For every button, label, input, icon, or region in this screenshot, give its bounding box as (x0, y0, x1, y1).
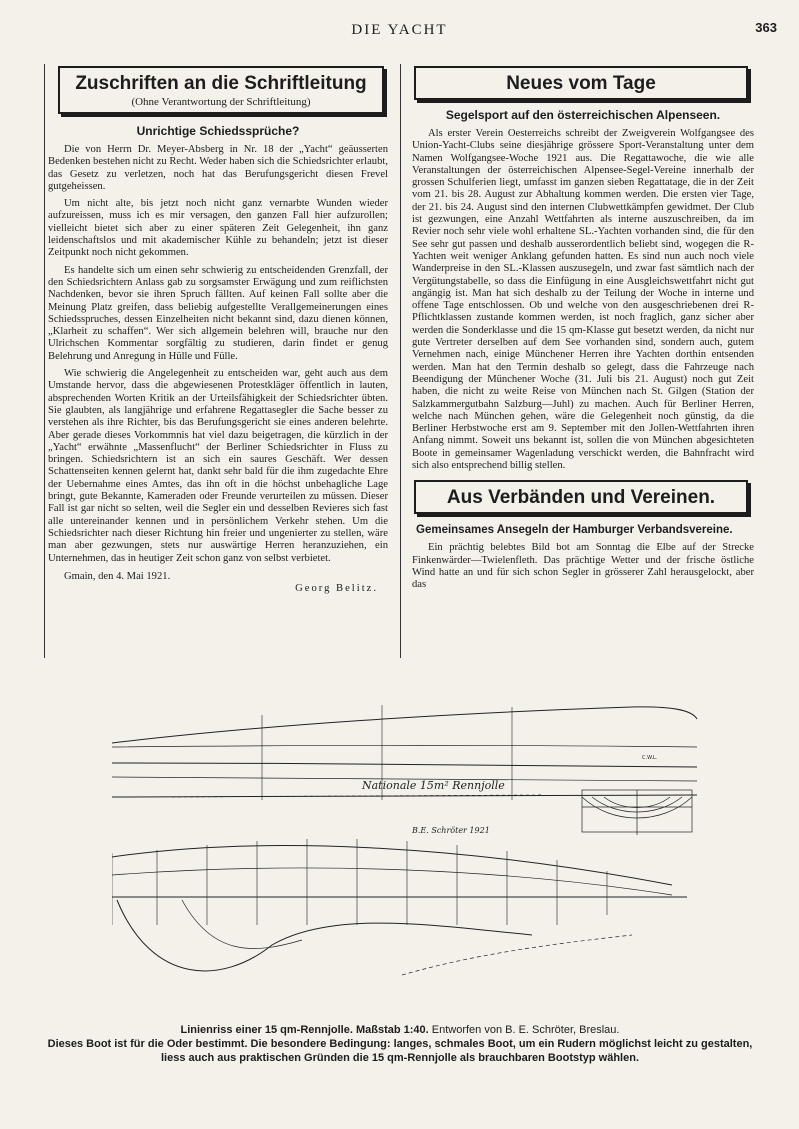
section-subtitle: (Ohne Verantwortung der Schriftleitung) (131, 96, 311, 108)
letters-section-header (58, 66, 384, 114)
diagonal-curve (117, 900, 532, 971)
caption-title: Linienriss einer 15 qm-Rennjolle. (180, 1024, 353, 1036)
paragraph: Ein prächtig belebtes Bild bot am Sonntag die Elbe auf der Strecke Finkenwärder—Twielenfleth. Das prächtige Wetter und der frische östliche Wind hatte an und für sich schon Segler in grösserer Zahl herausgelockt, aber das (412, 542, 754, 591)
waterline (112, 763, 697, 767)
running-head: DIE YACHT (351, 22, 448, 38)
caption-scale: Maßstab 1:40. (355, 1024, 429, 1036)
baseline (112, 795, 697, 797)
article-title: Segelsport auf den österreichischen Alpenseen. (445, 108, 721, 122)
paragraph: Als erster Verein Oesterreichs schreibt der Zweigverein Wolfgangsee des Union-Yacht-Clubs seine diesjährige grössere Sport-Veranstaltung unter dem Namen Wolfgangsee-Woche 1921 aus. Die Regattawoche, die wie alle Veranstaltungen der österreichischen Alpensee-Segel-Vereine innerhalb der grossen Schulferien liegt, umfasst im ganzen sieben Regattatage, die in der Zeit vom 21. bis 28. August zur Abhaltung kommen werden. Die ersten vier Tage, der 21. bis 24. August sind den internen Clubwettkämpfen gewidmet. Der Club ist gezwungen, eine Anzahl Wettfahrten als interne auszuschreiben, da im Revier noch sehr viele wohl erhaltene SL.-Yachten vorhanden sind, die für den See sehr gut passen und deshalb ausserordentlich beliebt sind, wogegen die R-Yachten weit weniger Anklang gefunden hatten. Es sind nun auch noch viele Wanderpreise in den SL.-Klassen auszusegeln, und zwar fast sämtlich nach der Vergütungstabelle, so dass die Einfügung in eine Ausgleichswettfahrt nicht gut angängig ist. Man hat sich deshalb zu der Teilung der Woche in interne und offene Tage entschlossen. Ob und welche von den ausgeschriebenen drei R-Pflichtklassen zustande kommen werden, ist noch fraglich, ganz sicher aber werden die Sonderklasse und die 15 qm-Klasse gut besetzt werden, da nicht nur gute Vertreter derselben auf dem See vorhanden sind, sondern auch, gutem Vernehmen nach, einige Münchener Herren ihre Yachten dorthin entsenden werden. Man hat den Termin deshalb so gelegt, dass die Fahrzeuge nach Beendigung der Münchener Woche (31. Juli bis 21. August) noch gut Zeit haben, die nicht zu weite Reise von München nach St. Gilgen (Station der Salzkammergutbahn Salzburg—Juhl) zu machen. Auch für Berliner Herren, welche nach München gehen, wäre die Gelegenheit noch günstig, da die Berliner Herbstwoche erst am 9. September mit den Jollen-Wettfahrten ihren Anfang nimmt. Soweit uns bekannt ist, sollen die von München abgesichteten Boote in gemeinsamer Wagenladung verschickt werden, die Bahnfracht wird sich also entsprechend billig stellen. (412, 128, 754, 472)
diagonal-curve (402, 935, 632, 975)
profile-label: Nationale 15m² Rennjolle (362, 779, 505, 792)
column-divider (400, 64, 401, 658)
left-column (48, 66, 388, 594)
cwl-label: C.W.L. (642, 755, 658, 761)
half-breadth-curve (112, 846, 672, 885)
right-column (412, 66, 754, 597)
associations-section-header (414, 480, 748, 514)
section-title: Zuschriften an die Schriftleitung (75, 73, 367, 94)
hull-lines-drawing (112, 685, 732, 985)
article-title: Unrichtige Schiedssprüche? (136, 124, 300, 138)
sheer-line (112, 707, 697, 743)
section-title: Neues vom Tage (506, 73, 656, 94)
diagonal-curve (182, 900, 302, 949)
signature-line (48, 571, 388, 594)
page-number: 363 (755, 20, 777, 35)
deck-line (112, 746, 697, 748)
author: Georg Belitz. (295, 582, 378, 594)
figure-caption (40, 1023, 760, 1065)
left-border-rule (44, 64, 45, 658)
paragraph: Es handelte sich um einen sehr schwierig zu entscheidenden Grenzfall, der den Schiedsrichtern Anlass gab zu sorgsamster Erwägung und zum reiflichsten Nachdenken, bevor sie ihren Spruch fällten. Auf keinen Fall sollte aber die Meinung Platz greifen, dass beliebig aufgestellte Verallgemeinerungen eines Schiedsspruches, dessen Einzelheiten nicht bekannt sind, dazu dienen können, „Klarheit zu schaffen“. Wer sich allgemein belehren will, brauche nur den Ulrichschen Kommentar sorgfältig zu studieren, darin findet er genug Belehrung und Anregung in Hülle und Fülle. (48, 264, 388, 362)
body-plan (582, 790, 692, 835)
article-title: Gemeinsames Ansegeln der Hamburger Verbandsvereine. (416, 524, 733, 537)
paragraph: Die von Herrn Dr. Meyer-Absberg in Nr. 18 der „Yacht“ geäusserten Bedenken bestehen nicht zu Recht. Weder haben sich die Schiedsrichter erlaubt, das Gesetz zu verletzen, noch hat das Berufungsgericht diesen Frevel gutgeheissen. (48, 144, 388, 192)
caption-body: Dieses Boot ist für die Oder bestimmt. Die besondere Bedingung: langes, schmales Boot, um ein Rudern möglichst leicht zu gestalten, liess auch aus praktischen Gründen die 15 qm-Rennjolle als brauchbaren Bootstyp wählen. (47, 1038, 753, 1064)
half-breadth-curve (112, 868, 672, 895)
paragraph: Um nicht alte, bis jetzt noch nicht ganz vernarbte Wunden wieder aufzureissen, muss ich es mir versagen, den ganzen Fall hier aufzurollen; vielleicht bietet sich aber zu einer späteren Zeit Gelegenheit, ihn ganz leidenschaftslos und mit akademischer Kühle zu behandeln; jetzt ist dieser Zeitpunkt noch nicht gekommen. (48, 198, 388, 259)
caption-credit: Entworfen von B. E. Schröter, Breslau. (431, 1024, 620, 1036)
place-date: Gmain, den 4. Mai 1921. (64, 570, 171, 582)
designer-signature: B.E. Schröter 1921 (412, 826, 490, 835)
news-section-header (414, 66, 748, 100)
paragraph: Wie schwierig die Angelegenheit zu entscheiden war, geht auch aus dem Umstande hervor, dass die abgewiesenen Protestkläger öffentlich in lauten, absprechenden Worten Kritik an der Urteilsfähigkeit der Schiedsrichter übten. Sie glaubten, als langjährige und erfahrene Regattasegler die Sache besser zu verstehen als ihre Richter, bis das Berufungsgericht sie eines anderen belehrte. Aber gerade dieses Vorkommnis hat viel dazu beigetragen, die kürzlich in der „Yacht“ erwähnte „Massenflucht“ der Berliner Schiedsrichter in Fluss zu bringen. Schiedsrichtern ist an sich ein saures Geschäft. Wer dessen Schattenseiten kennen gelernt hat, dankt sehr bald für die ihm zugedachte Ehre der Uebernahme eines Amtes, das ihn oft in die höchst unbehagliche Lage bringt, gute Bekannte, Kameraden oder Freunde verurteilen zu müssen. Dieser Fall ist gar nicht so selten, weil die Segler ein und desselben Revieres sich fast alle untereinander kennen und in persönlichem Verkehr stehen. Um die Schiedsrichter nach dieser Richtung hin freier und ungenierter zu stellen, wäre man aber gezwungen, stets nur auswärtige Herren heranzuziehen, ein Unternehmen, das in heutiger Zeit schon ganz von selbst verbietet. (48, 368, 388, 564)
section-title: Aus Verbänden und Vereinen. (446, 487, 716, 509)
